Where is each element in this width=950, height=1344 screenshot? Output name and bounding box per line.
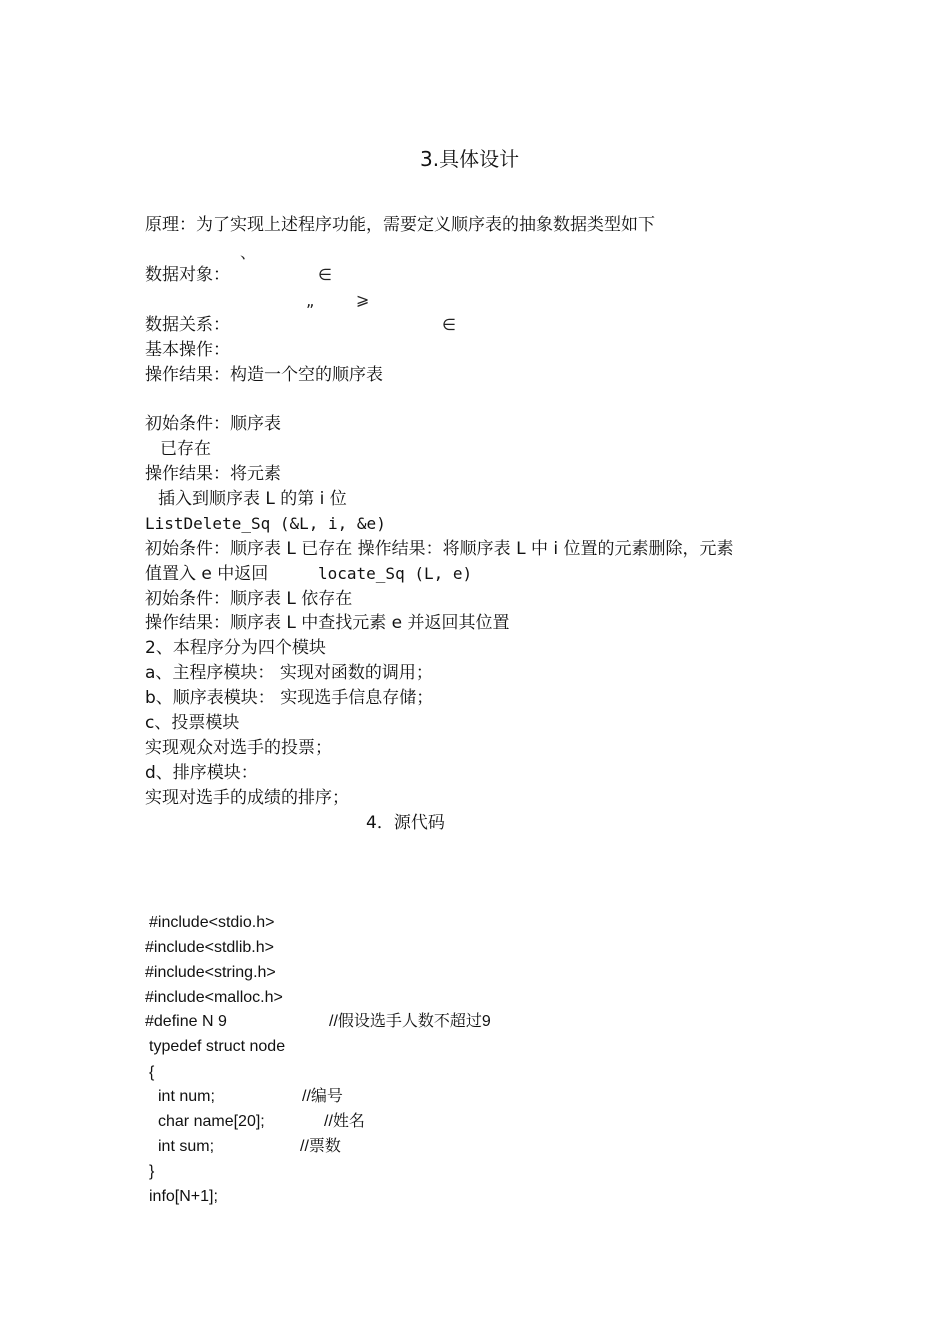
- element-of-symbol: ∈: [318, 265, 332, 284]
- section-title: 3.具体设计: [420, 147, 520, 171]
- precondition-continued: 已存在: [160, 439, 211, 459]
- code-line: typedef struct node: [149, 1038, 286, 1055]
- basic-operations-label: 基本操作：: [145, 340, 230, 360]
- data-relation-label: 数据关系：: [145, 315, 230, 335]
- code-line: {: [149, 1064, 155, 1081]
- code-line: #define N 9: [145, 1013, 227, 1030]
- code-line: #include<stdlib.h>: [145, 939, 274, 956]
- operation-result-continued: 值置入 e 中返回: [145, 564, 269, 584]
- stray-mark: 、: [240, 243, 257, 262]
- operation-result: 操作结果：将元素: [145, 464, 281, 484]
- code-line: int sum;: [158, 1138, 215, 1155]
- module-description: 实现对选手的成绩的排序；: [145, 788, 349, 808]
- code-line: info[N+1];: [149, 1188, 218, 1205]
- stray-mark: „: [306, 291, 315, 310]
- module-description: 实现观众对选手的投票；: [145, 738, 332, 758]
- module-item: d、排序模块：: [145, 763, 258, 783]
- code-line: }: [149, 1163, 155, 1180]
- module-item: c、投票模块: [145, 713, 240, 733]
- code-comment: //假设选手人数不超过9: [329, 1013, 491, 1030]
- element-of-symbol: ∈: [442, 315, 456, 334]
- code-comment: //票数: [300, 1138, 341, 1155]
- operation-result: 操作结果：构造一个空的顺序表: [145, 365, 383, 385]
- precondition: 初始条件：顺序表: [145, 414, 281, 434]
- code-line: #include<malloc.h>: [145, 989, 283, 1006]
- operation-result-continued: 插入到顺序表 L 的第 i 位: [158, 489, 347, 509]
- source-code-title: 4．源代码: [366, 813, 445, 833]
- code-line: int num;: [158, 1088, 215, 1105]
- listdelete-signature: ListDelete_Sq (&L, i, &e): [145, 514, 386, 533]
- code-line: #include<string.h>: [145, 964, 276, 981]
- module-item: b、顺序表模块： 实现选手信息存储；: [145, 688, 434, 708]
- data-object-label: 数据对象：: [145, 265, 230, 285]
- code-line: char name[20];: [158, 1113, 265, 1130]
- locate-signature: locate_Sq (L, e): [318, 564, 473, 583]
- geq-symbol: ⩾: [356, 290, 370, 309]
- module-item: a、主程序模块： 实现对函数的调用；: [145, 663, 433, 683]
- modules-intro: 2、本程序分为四个模块: [145, 638, 326, 658]
- precondition-and-result: 初始条件：顺序表 L 已存在 操作结果：将顺序表 L 中 i 位置的元素删除，元素: [145, 539, 734, 559]
- operation-result: 操作结果：顺序表 L 中查找元素 e 并返回其位置: [145, 613, 510, 633]
- code-line: #include<stdio.h>: [149, 914, 275, 931]
- principle-text: 原理：为了实现上述程序功能，需要定义顺序表的抽象数据类型如下: [145, 215, 655, 235]
- code-comment: //姓名: [324, 1113, 365, 1130]
- precondition: 初始条件：顺序表 L 依存在: [145, 589, 353, 609]
- code-comment: //编号: [302, 1088, 343, 1105]
